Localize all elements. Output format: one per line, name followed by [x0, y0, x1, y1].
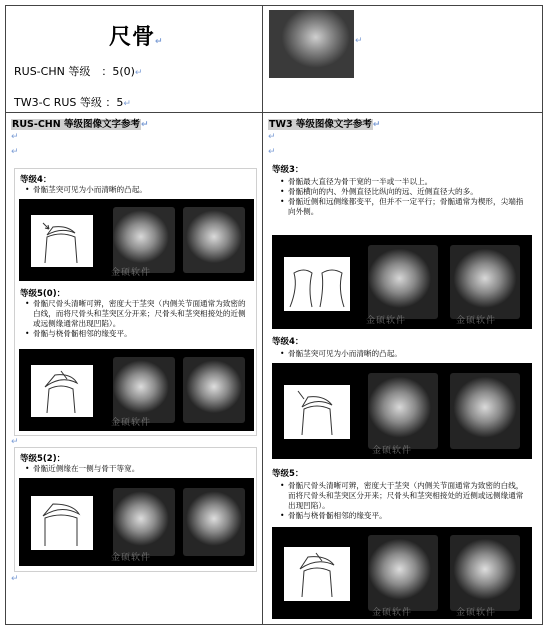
bone-sketch: [284, 385, 350, 439]
grade-image-strip: [272, 363, 532, 459]
tw3-grade-card: [268, 159, 538, 621]
xray-image: [183, 357, 245, 423]
bullet-text: • 骨骺茎突可见为小而清晰的凸起。: [278, 349, 530, 359]
xray-image: [450, 373, 520, 449]
grade-level-label: 等级3：: [272, 165, 304, 175]
bone-sketch: [31, 215, 93, 267]
rus-grade-card: [14, 168, 257, 436]
right-section-heading: TW3 等级图像文字参考↵: [269, 119, 381, 130]
grade-level-label: 等级4：: [272, 337, 304, 347]
grade-image-strip: [19, 199, 254, 281]
left-section-heading: RUS-CHN 等级图像文字参考↵: [12, 119, 149, 130]
page-title: 尺骨↵: [109, 25, 164, 50]
paragraph-mark: ↵: [11, 437, 19, 447]
grade-image-strip: [272, 235, 532, 329]
watermark: 金硕软件: [372, 608, 413, 618]
rus-chn-grade: RUS-CHN 等级 ：5(0)↵: [14, 65, 143, 78]
watermark: 金硕软件: [366, 316, 407, 326]
grade-description: [23, 185, 251, 195]
grade-level-label: 等级4：: [20, 175, 52, 185]
grade-description: [23, 464, 251, 474]
paragraph-mark: ↵: [11, 574, 19, 584]
paragraph-mark: ↵: [11, 132, 19, 142]
bullet-text: • 骨骺最大直径为骨干宽的一半或一半以上。: [278, 177, 530, 187]
watermark: 金硕软件: [372, 446, 413, 456]
grade-level-label: 等级5(2)：: [20, 454, 66, 464]
grade-level-label: 等级5：: [272, 469, 304, 479]
grade-image-strip: [19, 349, 254, 431]
xray-image: [113, 488, 175, 556]
bone-sketch: [284, 547, 350, 601]
paragraph-mark: ↵: [268, 132, 276, 142]
grade-description: [278, 481, 530, 521]
bullet-text: • 骨骺近侧和远侧缘都变平，但并不一定平行；骨骺通常为楔形，尖端指向外侧。: [278, 197, 530, 217]
xray-image: [368, 245, 438, 319]
bone-sketch: [31, 365, 93, 417]
xray-image: [368, 535, 438, 611]
grade-image-strip: [272, 527, 532, 619]
bullet-text: • 骨骺与桡骨骺相邻的缘变平。: [278, 511, 530, 521]
bone-sketch: [284, 257, 350, 311]
watermark: 金硕软件: [456, 608, 497, 618]
bullet-text: • 骨骺近侧缘在一侧与骨干等宽。: [23, 464, 251, 474]
xray-image: [183, 488, 245, 556]
xray-image: [450, 535, 520, 611]
watermark: 金硕软件: [456, 316, 497, 326]
grade-description: [278, 349, 530, 359]
tw3-grade: TW3-C RUS 等级 ：5↵: [14, 96, 131, 109]
xray-image: [450, 245, 520, 319]
paragraph-mark: ↵: [355, 36, 363, 46]
grade-description: [23, 299, 251, 339]
watermark: 金硕软件: [111, 268, 152, 278]
row-divider: [6, 112, 542, 113]
bullet-text: • 骨骺尺骨头清晰可辨，密度大于茎突（内侧关节面通常为致密的白线，而将尺骨头和茎突区分开来；尺骨头和茎突相接处的近侧或远侧缘通常出现凹陷）。: [278, 481, 530, 511]
bone-sketch: [31, 496, 93, 550]
bullet-text: • 骨骺茎突可见为小而清晰的凸起。: [23, 185, 251, 195]
xray-image: [113, 207, 175, 273]
bullet-text: • 骨骺尺骨头清晰可辨，密度大于茎突（内侧关节面通常为致密的白线，而将尺骨头和茎突区分开来；尺骨头和茎突相接处的近侧或远侧缘通常出现凹陷）。: [23, 299, 251, 329]
column-divider: [262, 6, 263, 624]
bullet-text: • 骨骺横向的内、外侧直径比纵向的远、近侧直径大的多。: [278, 187, 530, 197]
watermark: 金硕软件: [111, 553, 152, 563]
paragraph-mark: ↵: [268, 147, 276, 157]
grade-image-strip: [19, 478, 254, 566]
watermark: 金硕软件: [111, 418, 152, 428]
document-table: [5, 5, 543, 625]
bullet-text: • 骨骺与桡骨骺相邻的缘变平。: [23, 329, 251, 339]
xray-thumbnail: [269, 10, 354, 78]
xray-image: [368, 373, 438, 449]
xray-image: [113, 357, 175, 423]
paragraph-mark: ↵: [11, 147, 19, 157]
grade-level-label: 等级5(0)：: [20, 289, 66, 299]
rus-grade-card: [14, 447, 257, 572]
xray-image: [183, 207, 245, 273]
grade-description: [278, 177, 530, 217]
